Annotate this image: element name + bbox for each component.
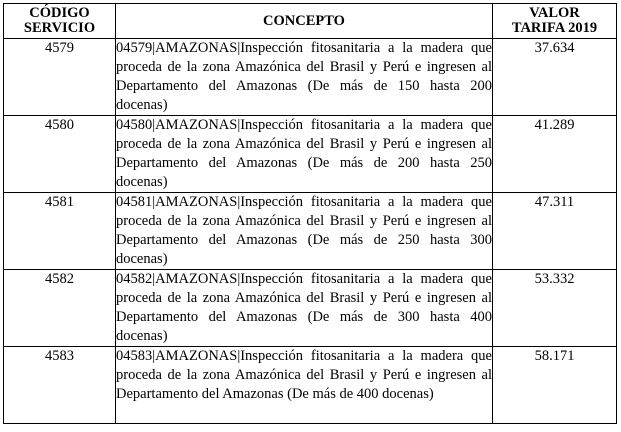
cell-valor: 47.311 [493, 193, 617, 270]
cell-valor: 37.634 [493, 39, 617, 116]
header-valor-line1: VALOR [529, 5, 580, 21]
header-codigo-line1: CÓDIGO [29, 5, 90, 21]
table-row [4, 270, 617, 347]
cell-valor: 41.289 [493, 116, 617, 193]
cell-valor: 53.332 [493, 270, 617, 347]
header-valor-tarifa [493, 4, 617, 39]
cell-concepto: 04583|AMAZONAS|Inspección fitosanitaria a la madera que proceda de la zona Amazónica del Brasil y Perú e ingresen al Departamento del Amazonas (De más de 400 docenas) [116, 347, 493, 424]
table-row [4, 39, 617, 116]
cell-codigo: 4583 [4, 347, 116, 424]
tarifas-table [3, 3, 617, 424]
table-header-row [4, 4, 617, 39]
cell-concepto: 04582|AMAZONAS|Inspección fitosanitaria a la madera que proceda de la zona Amazónica del Brasil y Perú e ingresen al Departamento del Amazonas (De más de 300 hasta 400 docenas) [116, 270, 493, 347]
cell-concepto: 04580|AMAZONAS|Inspección fitosanitaria a la madera que proceda de la zona Amazónica del Brasil y Perú e ingresen al Departamento del Amazonas (De más de 200 hasta 250 docenas) [116, 116, 493, 193]
cell-codigo: 4581 [4, 193, 116, 270]
header-codigo-servicio [4, 4, 116, 39]
table-row [4, 116, 617, 193]
cell-concepto: 04579|AMAZONAS|Inspección fitosanitaria a la madera que proceda de la zona Amazónica del Brasil y Perú e ingresen al Departamento del Amazonas (De más de 150 hasta 200 docenas) [116, 39, 493, 116]
table-row [4, 193, 617, 270]
header-valor-line2: TARIFA 2019 [511, 20, 598, 36]
table-row [4, 347, 617, 424]
cell-codigo: 4580 [4, 116, 116, 193]
cell-concepto: 04581|AMAZONAS|Inspección fitosanitaria a la madera que proceda de la zona Amazónica del Brasil y Perú e ingresen al Departamento del Amazonas (De más de 250 hasta 300 docenas) [116, 193, 493, 270]
cell-codigo: 4579 [4, 39, 116, 116]
cell-valor: 58.171 [493, 347, 617, 424]
cell-codigo: 4582 [4, 270, 116, 347]
header-concepto: CONCEPTO [116, 4, 493, 39]
header-codigo-line2: SERVICIO [23, 20, 96, 36]
